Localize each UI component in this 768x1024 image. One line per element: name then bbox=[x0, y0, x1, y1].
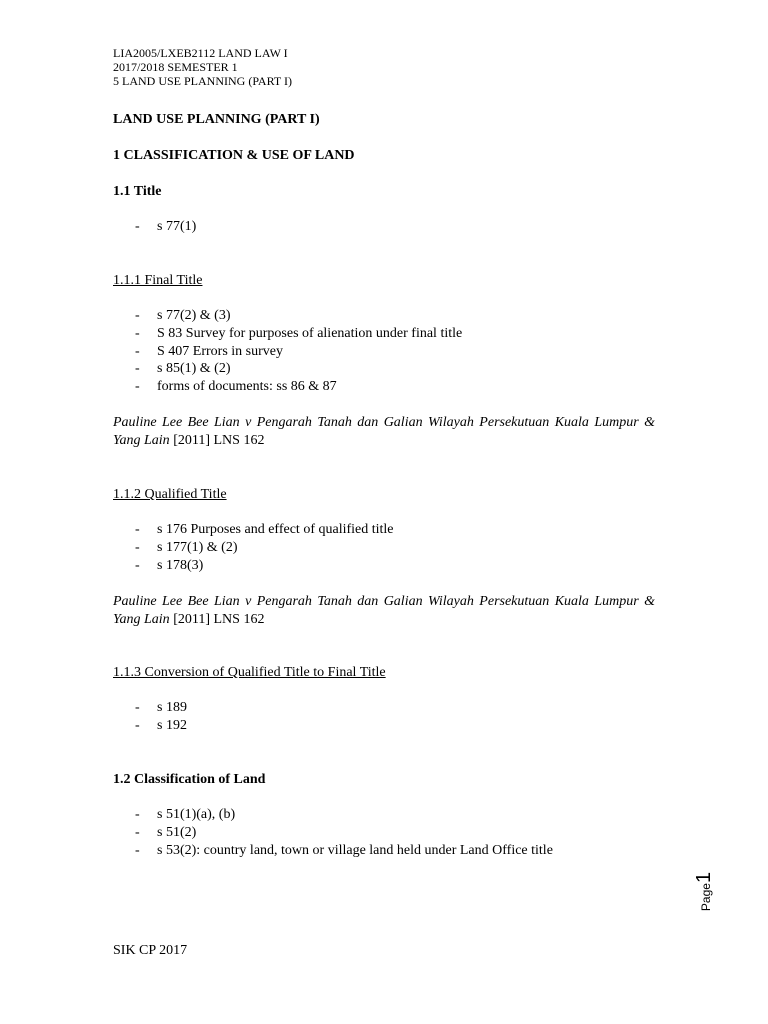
list-item-text: S 407 Errors in survey bbox=[157, 344, 283, 359]
list-item bbox=[113, 326, 462, 342]
bullet-dash: - bbox=[135, 807, 140, 822]
case-reference: [2011] LNS 162 bbox=[169, 433, 265, 448]
list-item-text: s 85(1) & (2) bbox=[157, 361, 231, 376]
list-item bbox=[113, 522, 394, 538]
list-item-text: S 83 Survey for purposes of alienation under final title bbox=[157, 326, 463, 341]
page-number: 1 bbox=[692, 871, 715, 884]
section-1-2-heading: 1.2 Classification of Land bbox=[113, 772, 266, 787]
bullet-dash: - bbox=[135, 718, 140, 733]
list-item-text: s 177(1) & (2) bbox=[157, 540, 238, 555]
footer-text: SIK CP 2017 bbox=[113, 943, 188, 958]
case-citation bbox=[113, 593, 655, 629]
bullet-dash: - bbox=[135, 344, 140, 359]
section-1-1-1-heading: 1.1.1 Final Title bbox=[113, 273, 203, 288]
page-number-marker bbox=[693, 872, 716, 911]
bullet-dash: - bbox=[135, 361, 140, 376]
bullet-dash: - bbox=[135, 843, 140, 858]
list-item-text: s 51(2) bbox=[157, 825, 197, 840]
lecture-title: 5 LAND USE PLANNING (PART I) bbox=[113, 74, 292, 88]
list-item bbox=[113, 843, 553, 859]
case-name: Pauline Lee Bee Lian v Pengarah Tanah dan Galian Wilayah Persekutuan Kuala Lumpur & Yang Lain bbox=[113, 415, 655, 448]
doc-header bbox=[113, 46, 292, 88]
bullet-dash: - bbox=[135, 522, 140, 537]
case-reference: [2011] LNS 162 bbox=[169, 612, 265, 627]
list-item-text: s 77(2) & (3) bbox=[157, 308, 231, 323]
bullet-dash: - bbox=[135, 326, 140, 341]
bullet-dash: - bbox=[135, 700, 140, 715]
page-label: Page bbox=[698, 883, 713, 912]
course-code: LIA2005/LXEB2112 LAND LAW I bbox=[113, 46, 288, 60]
list-item bbox=[113, 219, 196, 235]
list-item bbox=[113, 379, 337, 395]
list-item-text: s 53(2): country land, town or village land held under Land Office title bbox=[157, 843, 553, 858]
list-item-text: s 51(1)(a), (b) bbox=[157, 807, 236, 822]
bullet-dash: - bbox=[135, 219, 140, 234]
list-item bbox=[113, 825, 196, 841]
section-1-heading: 1 CLASSIFICATION & USE OF LAND bbox=[113, 148, 355, 163]
list-item bbox=[113, 700, 187, 716]
list-item bbox=[113, 540, 238, 556]
list-item-text: s 189 bbox=[157, 700, 187, 715]
bullet-dash: - bbox=[135, 308, 140, 323]
list-item bbox=[113, 558, 203, 574]
list-item-text: forms of documents: ss 86 & 87 bbox=[157, 379, 337, 394]
list-item bbox=[113, 718, 187, 734]
list-item-text: s 176 Purposes and effect of qualified title bbox=[157, 522, 394, 537]
bullet-dash: - bbox=[135, 825, 140, 840]
list-item bbox=[113, 308, 231, 324]
list-item-text: s 192 bbox=[157, 718, 187, 733]
case-name: Pauline Lee Bee Lian v Pengarah Tanah dan Galian Wilayah Persekutuan Kuala Lumpur & Yang Lain bbox=[113, 594, 655, 627]
bullet-dash: - bbox=[135, 558, 140, 573]
section-1-1-2-heading: 1.1.2 Qualified Title bbox=[113, 487, 227, 502]
list-item-text: s 178(3) bbox=[157, 558, 204, 573]
semester: 2017/2018 SEMESTER 1 bbox=[113, 60, 238, 74]
list-item-text: s 77(1) bbox=[157, 219, 197, 234]
page-title: LAND USE PLANNING (PART I) bbox=[113, 112, 320, 127]
section-1-1-heading: 1.1 Title bbox=[113, 184, 162, 199]
section-1-1-3-heading: 1.1.3 Conversion of Qualified Title to Final Title bbox=[113, 665, 386, 680]
list-item bbox=[113, 344, 283, 360]
case-citation bbox=[113, 414, 655, 450]
bullet-dash: - bbox=[135, 379, 140, 394]
bullet-dash: - bbox=[135, 540, 140, 555]
list-item bbox=[113, 361, 231, 377]
list-item bbox=[113, 807, 235, 823]
